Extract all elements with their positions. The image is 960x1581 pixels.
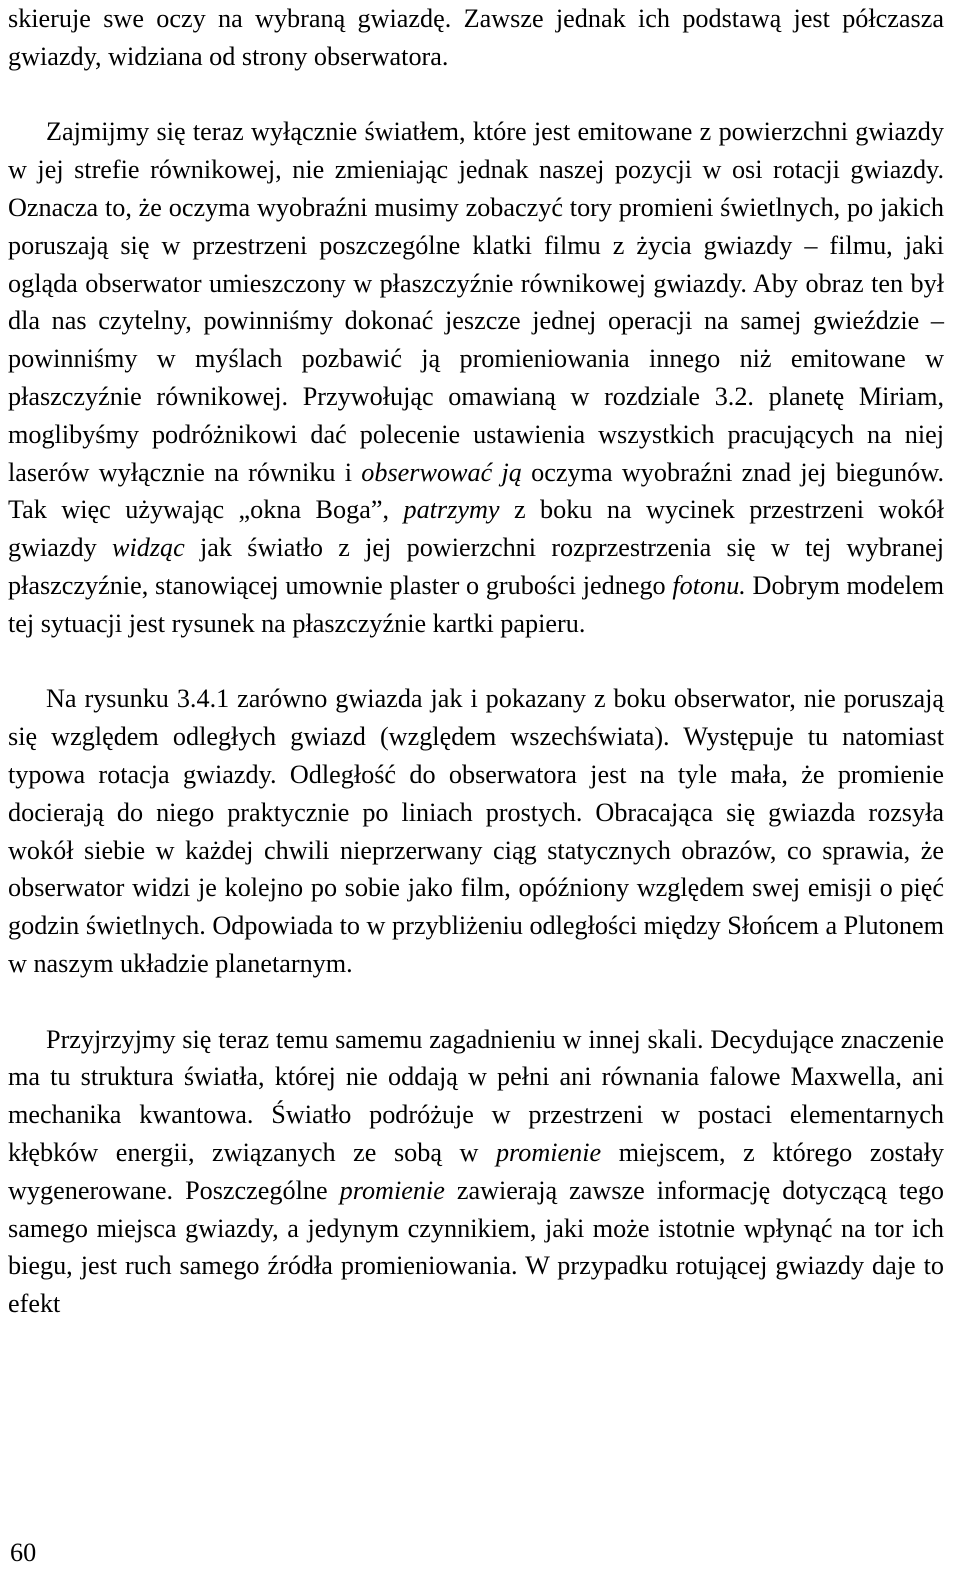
text-run: jak światło z jej powierzchni rozprzestrzenia się w tej wybranej płaszczyźnie, stanowiącej umownie plaster o grubości jednego: [8, 533, 944, 600]
italic-run: obserwować ją: [361, 457, 522, 487]
text-run: oczyma wyobraźni znad jej biegunów. Tak więc używając „okna Boga”,: [8, 457, 944, 525]
italic-run: patrzymy: [403, 495, 500, 525]
text-run: miejscem, z którego zostały wygenerowane. Poszczególne: [8, 1137, 944, 1205]
text-run: zawierają zawsze informację dotyczącą tego samego miejsca gwiazdy, a jedynym czynnikiem, jaki może istotnie wpłynąć na tor ich biegu, jest ruch samego źródła promieniowania. W przypadku rotującej gwiazdy daje to efekt: [8, 1175, 945, 1319]
text-run: Dobrym modelem tej sytuacji jest rysunek na płaszczyźnie kartki papieru.: [8, 570, 944, 638]
text-run: Zajmijmy się teraz wyłącznie światłem, które jest emitowane z powierzchni gwiazdy w jej strefie równikowej, nie zmieniając jednak naszej pozycji w osi rotacji gwiazdy. Oznacza to, że oczyma wyobraźni musimy zobaczyć tory promieni świetlnych, po jakich poruszają się w przestrzeni poszczególne klatki filmu z życia gwiazdy – filmu, jaki ogląda obserwator umieszczony w płaszczyźnie równikowej gwiazdy. Aby obraz ten był dla nas czytelny, powinniśmy dokonać jeszcze jednej operacji na samej gwieździe – powinniśmy w myślach pozbawić ją promieniowania innego niż emitowane w płaszczyźnie równikowej. Przywołując omawianą w rozdziale 3.2. planetę Miriam, moglibyśmy podróżnikowi dać polecenie ustawienia wszystkich pracujących na niej laserów wyłącznie na równiku i: [8, 117, 944, 487]
paragraph-spacer: [8, 76, 944, 114]
document-page: [8, 0, 944, 1323]
page-number: 60: [10, 1538, 37, 1567]
text-run: skieruje swe oczy na wybraną gwiazdę. Zawsze jednak ich podstawą jest półczasza gwiazdy, widziana od strony obserwatora.: [8, 4, 944, 71]
text-run: Przyjrzyjmy się teraz temu samemu zagadnieniu w innej skali. Decydujące znaczenie ma tu struktura światła, której nie oddają w pełni ani równania falowe Maxwella, ani mechanika kwantowa. Światło podróżuje w przestrzeni w postaci elementarnych kłębków energii, związanych ze sobą w: [8, 1024, 944, 1167]
paragraph-spacer: [8, 983, 944, 1021]
italic-run: fotonu.: [672, 570, 746, 600]
text-run: Na rysunku 3.4.1 zarówno gwiazda jak i pokazany z boku obserwator, nie poruszają się względem odległych gwiazd (względem wszechświata). Występuje tu natomiast typowa rotacja gwiazdy. Odległość do obserwatora jest na tyle mała, że promienie docierają do niego praktycznie po liniach prostych. Obracająca się gwiazda rozsyła wokół siebie w każdej chwili nieprzerwany ciąg statycznych obrazów, co sprawia, że obserwator widzi je kolejno po sobie jako film, opóźniony względem swej emisji o pięć godzin świetlnych. Odpowiada to w przybliżeniu odległości między Słońcem a Plutonem w naszym układzie planetarnym.: [8, 684, 945, 978]
paragraph-spacer: [8, 643, 944, 681]
paragraph-figure-description: [8, 680, 944, 982]
paragraph-light-structure: [8, 1021, 944, 1323]
text-run: z boku na wycinek przestrzeni wokół gwiazdy: [8, 495, 945, 563]
paragraph-continuation: [8, 0, 944, 76]
paragraph-equatorial-light: [8, 113, 944, 642]
italic-run: widząc: [112, 533, 185, 563]
italic-run: promienie: [339, 1175, 445, 1205]
italic-run: promienie: [495, 1137, 602, 1167]
